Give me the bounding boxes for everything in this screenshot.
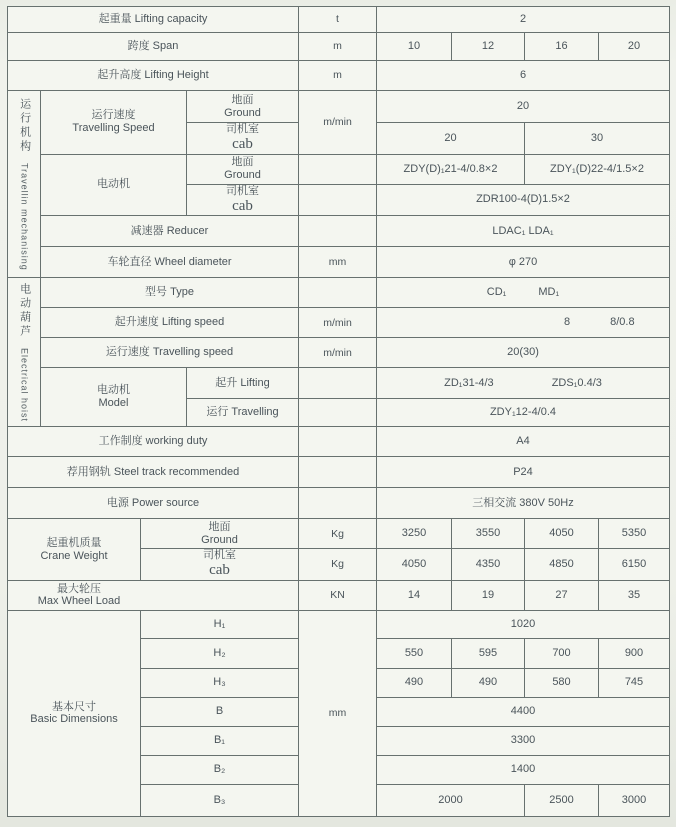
- row-crane-weight-ground: [8, 519, 670, 549]
- span-value: 12: [452, 33, 525, 61]
- row-lifting-height: [8, 61, 670, 91]
- row-steel-track: [8, 457, 670, 488]
- travelling-motor-ground-value: ZDY(D)₁21-4/0.8×2: [377, 154, 525, 184]
- dim-name-h2: H₂: [141, 638, 299, 668]
- dim-name-h1: H₁: [141, 610, 299, 638]
- row-hoist-type: [8, 278, 670, 308]
- dim-value-b: 4400: [377, 697, 670, 726]
- travelling-speed-ground-sublabel: 地面 Ground: [187, 91, 299, 123]
- dim-value-h2: 700: [525, 638, 599, 668]
- hoist-type-unit-empty: [299, 278, 377, 308]
- max-wheel-load-value: 19: [452, 580, 525, 610]
- row-span: [8, 33, 670, 61]
- lifting-height-value: 6: [377, 61, 670, 91]
- hoist-motor-label: 电动机 Model: [41, 368, 187, 427]
- steel-track-label: 荐用钢轨 Steel track recommended: [8, 457, 299, 488]
- steel-track-unit-empty: [299, 457, 377, 488]
- hoist-lifting-speed-unit: m/min: [299, 308, 377, 338]
- basic-dimensions-unit: mm: [299, 610, 377, 816]
- travelling-speed-unit: m/min: [299, 91, 377, 155]
- crane-weight-ground-unit: Kg: [299, 519, 377, 549]
- row-travelling-speed-ground: [8, 91, 670, 123]
- hoist-lifting-speed-label: 起升速度 Lifting speed: [41, 308, 299, 338]
- dim-value-b3: 2500: [525, 784, 599, 816]
- working-duty-value: A4: [377, 427, 670, 457]
- max-wheel-load-value: 14: [377, 580, 452, 610]
- travelling-speed-cab-value: 30: [525, 123, 670, 155]
- wheel-diameter-unit: mm: [299, 247, 377, 278]
- hoist-motor-lifting-value: ZD₁31-4/3 ZDS₁0.4/3: [377, 368, 670, 399]
- travelling-speed-cab-sublabel: 司机室 cab: [187, 123, 299, 155]
- hoist-lifting-speed-value: 8 8/0.8: [377, 308, 670, 338]
- hoist-type-value: CD₁ MD₁: [377, 278, 670, 308]
- dim-value-b2: 1400: [377, 755, 670, 784]
- row-dim-h1: [8, 610, 670, 638]
- travelling-speed-cab-value: 20: [377, 123, 525, 155]
- hoist-motor-unit-empty: [299, 368, 377, 399]
- hoist-type-label: 型号 Type: [41, 278, 299, 308]
- lifting-capacity-value: 2: [377, 7, 670, 33]
- row-power-source: [8, 488, 670, 519]
- travelling-section-en: Travellin mechanising: [19, 162, 30, 271]
- travelling-motor-unit-empty: [299, 154, 377, 184]
- reducer-label: 减速器 Reducer: [41, 216, 299, 247]
- crane-weight-label: 起重机质量 Crane Weight: [8, 519, 141, 581]
- dim-name-b3: B₃: [141, 784, 299, 816]
- travelling-motor-label: 电动机: [41, 154, 187, 216]
- lifting-capacity-unit: t: [299, 7, 377, 33]
- dim-value-h1: 1020: [377, 610, 670, 638]
- working-duty-label: 工作制度 working duty: [8, 427, 299, 457]
- dim-value-h2: 900: [599, 638, 670, 668]
- hoist-travelling-speed-label: 运行速度 Travelling speed: [41, 338, 299, 368]
- row-working-duty: [8, 427, 670, 457]
- crane-weight-cab-value: 4050: [377, 549, 452, 581]
- lifting-height-unit: m: [299, 61, 377, 91]
- wheel-diameter-label: 车轮直径 Wheel diameter: [41, 247, 299, 278]
- crane-weight-cab-value: 6150: [599, 549, 670, 581]
- travelling-motor-unit-empty: [299, 184, 377, 216]
- dim-value-h3: 580: [525, 668, 599, 697]
- max-wheel-load-value: 35: [599, 580, 670, 610]
- hoist-motor-travelling-value: ZDY₁12-4/0.4: [377, 399, 670, 427]
- lifting-capacity-label: 起重量 Lifting capacity: [8, 7, 299, 33]
- span-label: 跨度 Span: [8, 33, 299, 61]
- dim-name-b: B: [141, 697, 299, 726]
- max-wheel-load-label: 最大轮压 Max Wheel Load: [8, 580, 299, 610]
- crane-weight-cab-value: 4350: [452, 549, 525, 581]
- crane-spec-table: [7, 6, 670, 817]
- hoist-travelling-speed-unit: m/min: [299, 338, 377, 368]
- steel-track-value: P24: [377, 457, 670, 488]
- dim-value-b3: 3000: [599, 784, 670, 816]
- hoist-section-en: Electrical hoist: [19, 347, 30, 422]
- travelling-speed-label: 运行速度 Travelling Speed: [41, 91, 187, 155]
- hoist-section-zh: 电动葫芦: [18, 282, 31, 339]
- basic-dimensions-label: 基本尺寸 Basic Dimensions: [8, 610, 141, 816]
- hoist-section-sidebar: [8, 278, 41, 427]
- row-max-wheel-load: [8, 580, 670, 610]
- dim-value-h3: 745: [599, 668, 670, 697]
- span-value: 16: [525, 33, 599, 61]
- power-source-label: 电源 Power source: [8, 488, 299, 519]
- crane-weight-ground-value: 5350: [599, 519, 670, 549]
- crane-weight-ground-value: 3250: [377, 519, 452, 549]
- reducer-unit-empty: [299, 216, 377, 247]
- wheel-diameter-value: φ 270: [377, 247, 670, 278]
- travelling-section-sidebar: [8, 91, 41, 278]
- power-source-value: 三相交流 380V 50Hz: [377, 488, 670, 519]
- travelling-motor-cab-sublabel: 司机室 cab: [187, 184, 299, 216]
- row-travelling-motor-ground: [8, 154, 670, 184]
- hoist-motor-travelling-sublabel: 运行 Travelling: [187, 399, 299, 427]
- lifting-height-label: 起升高度 Lifting Height: [8, 61, 299, 91]
- dim-value-b1: 3300: [377, 726, 670, 755]
- crane-weight-ground-value: 3550: [452, 519, 525, 549]
- crane-weight-ground-sublabel: 地面 Ground: [141, 519, 299, 549]
- travelling-speed-ground-value: 20: [377, 91, 670, 123]
- row-hoist-lifting-speed: [8, 308, 670, 338]
- travelling-motor-ground-value: ZDY₁(D)22-4/1.5×2: [525, 154, 670, 184]
- dim-value-b3: 2000: [377, 784, 525, 816]
- crane-weight-cab-unit: Kg: [299, 549, 377, 581]
- span-value: 20: [599, 33, 670, 61]
- hoist-motor-lifting-sublabel: 起升 Lifting: [187, 368, 299, 399]
- max-wheel-load-unit: KN: [299, 580, 377, 610]
- crane-weight-ground-value: 4050: [525, 519, 599, 549]
- max-wheel-load-value: 27: [525, 580, 599, 610]
- reducer-value: LDAC₁ LDA₁: [377, 216, 670, 247]
- span-value: 10: [377, 33, 452, 61]
- dim-value-h2: 595: [452, 638, 525, 668]
- dim-name-h3: H₃: [141, 668, 299, 697]
- working-duty-unit-empty: [299, 427, 377, 457]
- travelling-motor-ground-sublabel: 地面 Ground: [187, 154, 299, 184]
- row-hoist-travelling-speed: [8, 338, 670, 368]
- dim-value-h2: 550: [377, 638, 452, 668]
- travelling-section-zh: 运行机构: [18, 97, 31, 154]
- dim-name-b2: B₂: [141, 755, 299, 784]
- crane-weight-cab-value: 4850: [525, 549, 599, 581]
- span-unit: m: [299, 33, 377, 61]
- row-hoist-motor-lifting: [8, 368, 670, 399]
- row-reducer: [8, 216, 670, 247]
- dim-name-b1: B₁: [141, 726, 299, 755]
- dim-value-h3: 490: [377, 668, 452, 697]
- dim-value-h3: 490: [452, 668, 525, 697]
- power-source-unit-empty: [299, 488, 377, 519]
- crane-weight-cab-sublabel: 司机室 cab: [141, 549, 299, 581]
- hoist-motor-unit-empty: [299, 399, 377, 427]
- travelling-motor-cab-value: ZDR100-4(D)1.5×2: [377, 184, 670, 216]
- row-wheel-diameter: [8, 247, 670, 278]
- row-lifting-capacity: [8, 7, 670, 33]
- hoist-travelling-speed-value: 20(30): [377, 338, 670, 368]
